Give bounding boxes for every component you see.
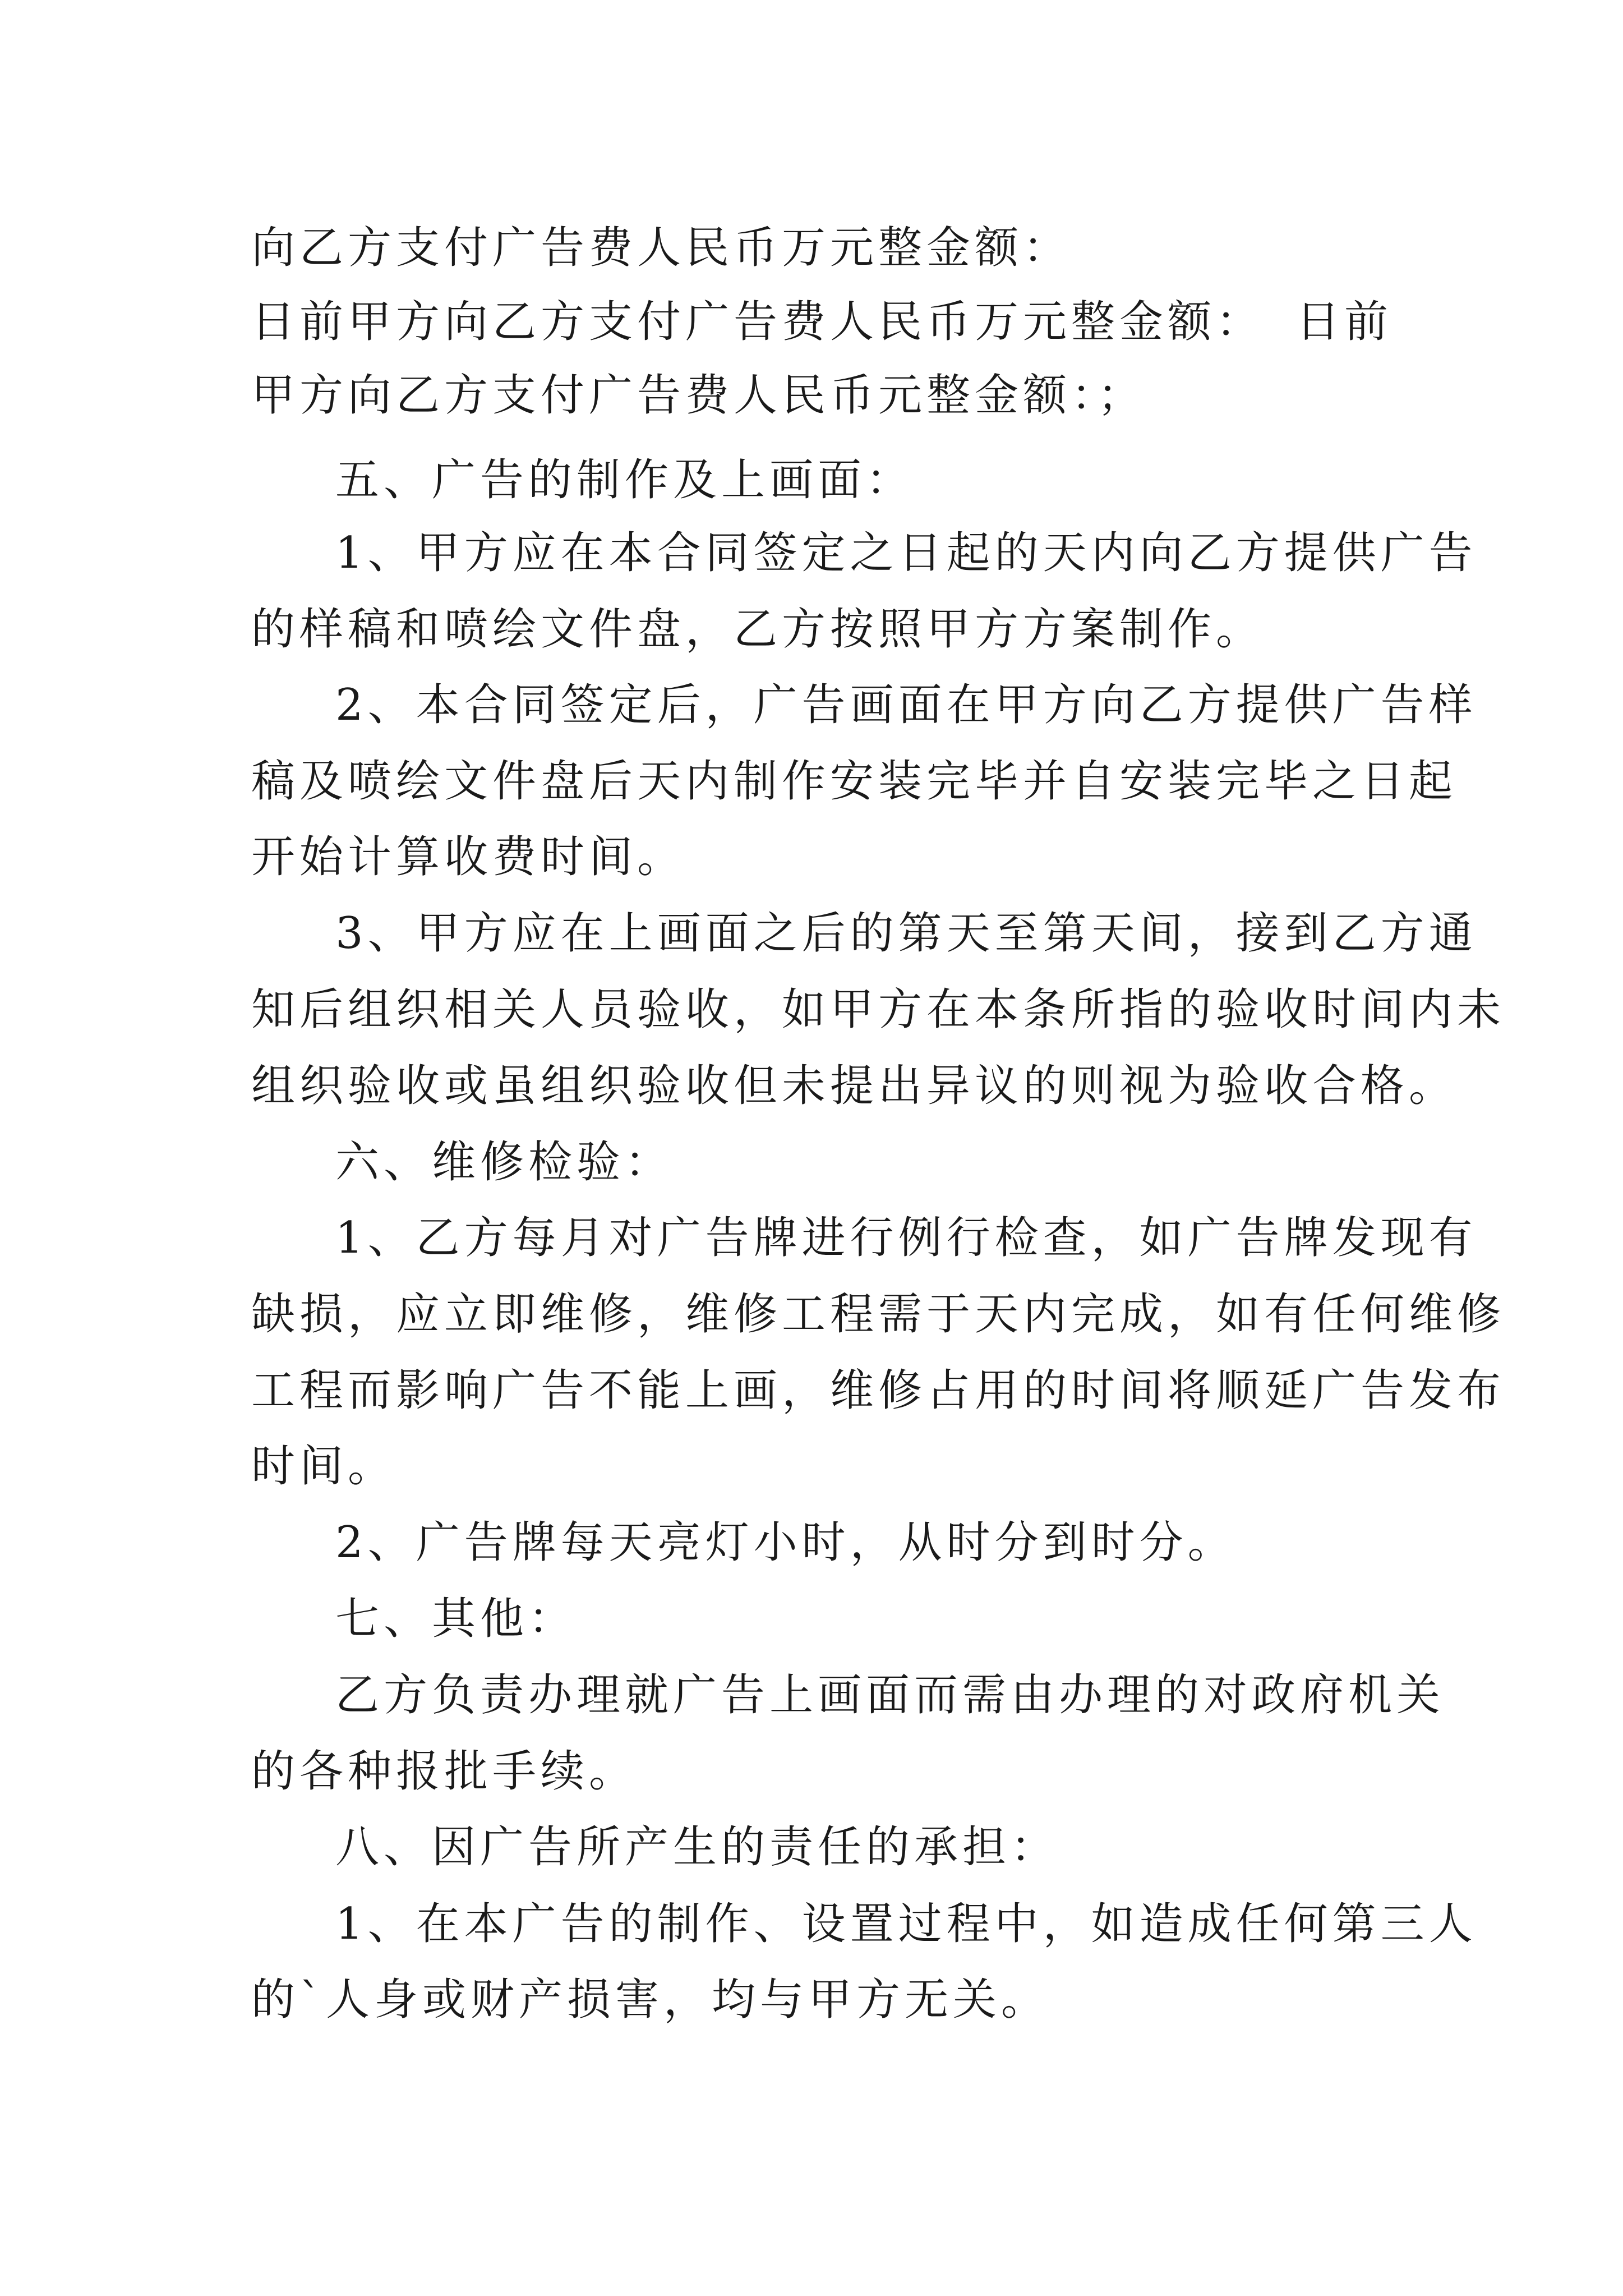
text-line: [251, 294, 1393, 350]
section-heading: 五、广告的制作及上画面：: [335, 455, 915, 505]
paragraph-line: 2、本合同签定后，广告画面在甲方向乙方提供广告样: [335, 680, 1477, 730]
paragraph-line: 缺损，应立即维修，维修工程需于天内完成，如有任何维修: [251, 1289, 1506, 1340]
section-heading: 八、因广告所产生的责任的承担：: [335, 1822, 1059, 1872]
paragraph-line: 2、广告牌每天亮灯小时，从时分到时分。: [335, 1517, 1236, 1568]
paragraph-line: 的各种报批手续。: [251, 1746, 638, 1797]
paragraph-line: 1、在本广告的制作、设置过程中，如造成任何第三人: [335, 1899, 1477, 1949]
section-heading: 七、其他：: [335, 1594, 577, 1644]
text-segment: 日前: [1295, 297, 1393, 347]
paragraph-line: 知后组织相关人员验收，如甲方在本条所指的验收时间内未: [251, 984, 1506, 1035]
text-line: 向乙方支付广告费人民币万元整金额：: [251, 223, 1072, 273]
paragraph-line: 的`人身或财产损害，均与甲方无关。: [251, 1975, 1050, 2025]
paragraph-line: 1、甲方应在本合同签定之日起的天内向乙方提供广告: [335, 528, 1477, 578]
text-segment: 日前甲方向乙方支付广告费人民币万元整金额：: [251, 297, 1265, 347]
section-heading: 六、维修检验：: [335, 1137, 674, 1188]
paragraph-line: 组织验收或虽组织验收但未提出异议的则视为验收合格。: [251, 1061, 1458, 1111]
paragraph-line: 工程而影响广告不能上画，维修占用的时间将顺延广告发布: [251, 1365, 1506, 1416]
paragraph-line: 开始计算收费时间。: [251, 832, 686, 882]
paragraph-line: 1、乙方每月对广告牌进行例行检查，如广告牌发现有: [335, 1213, 1477, 1263]
paragraph-line: 乙方负责办理就广告上画面而需由办理的对政府机关: [335, 1670, 1445, 1720]
paragraph-line: 3、甲方应在上画面之后的第天至第天间，接到乙方通: [335, 908, 1477, 959]
paragraph-line: 稿及喷绘文件盘后天内制作安装完毕并自安装完毕之日起: [251, 756, 1458, 807]
text-line: 甲方向乙方支付广告费人民币元整金额：；: [251, 370, 1146, 421]
paragraph-line: 的样稿和喷绘文件盘，乙方按照甲方方案制作。: [251, 604, 1265, 655]
paragraph-line: 时间。: [251, 1441, 396, 1492]
